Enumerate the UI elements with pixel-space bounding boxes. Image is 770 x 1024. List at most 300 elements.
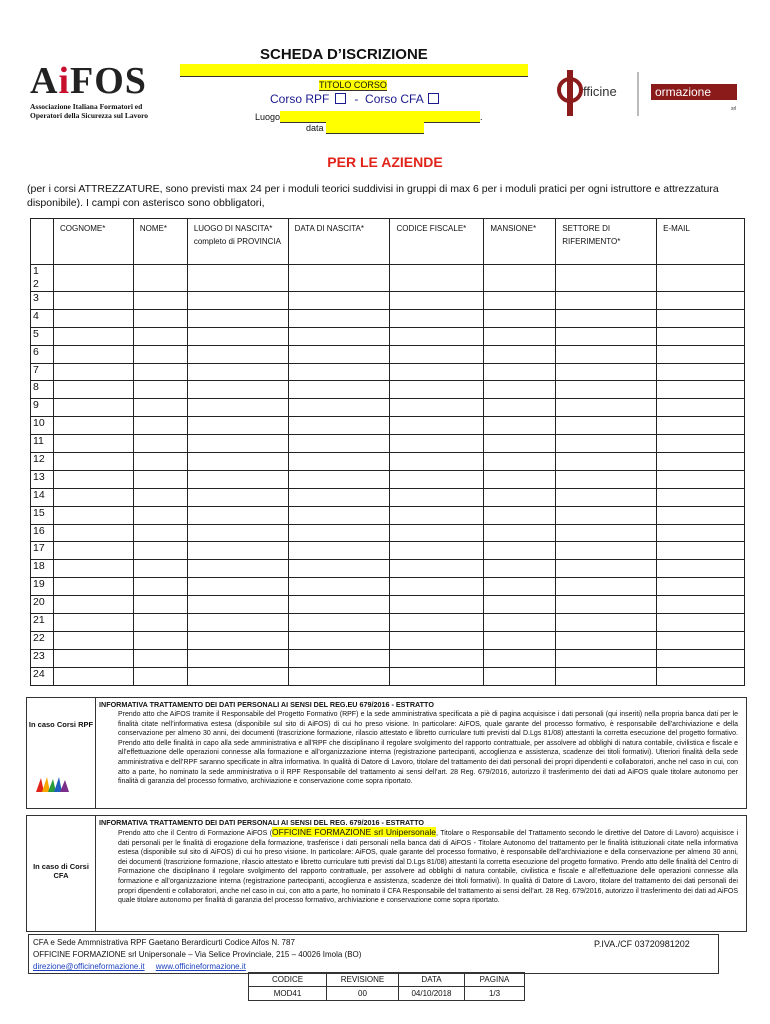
row-number: 22	[31, 631, 54, 649]
table-cell[interactable]	[556, 309, 657, 327]
corso-type-selector	[270, 92, 441, 106]
header-email: E-MAIL	[657, 219, 745, 265]
table-row	[31, 345, 745, 363]
privacy-rpf-text: Prendo atto che AiFOS tramite il Responsabile del Progetto Formativo (RPF) e la sede amministrativa specificata a piè di pagina acquisisce i dati personali (qui inseriti) nella propria banca dati per le finalità citate nell’informativa estesa (disponibile sul sito di AiFOS) di cui ho preso visione. In particolare: AiFOS, quale garante del processo formativo, è responsabile dell’archiviazione e della conservazione per almeno 30 anni, dei documenti (trascrizione formazione, rilascio attestato e libretto curriculare tutti previsti dal D.Lgs 81/08) attestanti la corretta esecuzione del progetto formativo. Prendo atto delle finalità in capo alla sede amministrativa e all’RPF che disciplinano il regolare svolgimento del rapporto contrattuale, per assolvere ad obblighi di natura contabile, civilistica e fiscale e all’effettuazione delle operazioni connesse alla formazione e all’organizzazione interna (registrazione partecipanti, accoglienza e assistenza, scadenze dei titoli formativi). Ulteriori finalità della sede amministrativa e dell’RPF saranno specificate in altra informativa. In qualità di Datore di Lavoro, titolare del trattamento dei dati personali dei propri dipendenti e collaboratori, anche nel caso in cui, con atto a parte, ho nominato la sede amministrativa o il RPF Responsabile del trattamento ai sensi dell’art. 28 Reg. 679/2016, autorizzo il trasferimento dei dati ad AiFOS quale titolare autonomo per finalità di garanzia del processo formativo, archiviazione e conservazione come sopra riportato.	[118, 711, 738, 786]
table-cell[interactable]	[53, 381, 133, 399]
table-cell[interactable]	[288, 506, 390, 524]
row-number: 21	[31, 614, 54, 632]
table-cell[interactable]	[133, 470, 187, 488]
titolo-corso-label-text: TITOLO CORSO	[319, 80, 387, 90]
table-cell[interactable]	[484, 560, 556, 578]
table-cell[interactable]	[133, 435, 187, 453]
table-cell[interactable]	[187, 345, 288, 363]
table-cell[interactable]	[288, 399, 390, 417]
table-cell[interactable]	[556, 345, 657, 363]
table-cell[interactable]	[53, 649, 133, 667]
header-codice-fiscale: CODICE FISCALE*	[390, 219, 484, 265]
table-cell[interactable]	[288, 470, 390, 488]
table-cell[interactable]	[390, 667, 484, 685]
table-cell[interactable]	[133, 596, 187, 614]
table-row	[31, 524, 745, 542]
table-header-row	[31, 219, 745, 265]
table-cell[interactable]	[556, 381, 657, 399]
table-cell[interactable]	[556, 560, 657, 578]
row-number: 17	[31, 542, 54, 560]
privacy-cfa-text-before: Prendo atto che il Centro di Formazione AiFOS (	[118, 830, 273, 837]
table-cell[interactable]	[187, 363, 288, 381]
code-header-revisione: REVISIONE	[327, 973, 399, 987]
page-title: SCHEDA D’ISCRIZIONE	[260, 46, 428, 63]
table-cell[interactable]	[133, 453, 187, 471]
table-row	[31, 381, 745, 399]
table-cell[interactable]	[556, 596, 657, 614]
table-cell[interactable]	[390, 417, 484, 435]
table-cell[interactable]	[484, 292, 556, 310]
row-number: 10	[31, 417, 54, 435]
code-header-codice: CODICE	[249, 973, 327, 987]
table-row	[31, 542, 745, 560]
table-cell[interactable]	[288, 578, 390, 596]
table-cell[interactable]	[556, 470, 657, 488]
table-cell[interactable]	[53, 265, 133, 292]
table-cell[interactable]	[133, 417, 187, 435]
table-cell[interactable]	[133, 667, 187, 685]
header-mansione: MANSIONE*	[484, 219, 556, 265]
table-cell[interactable]	[288, 417, 390, 435]
table-cell[interactable]	[556, 667, 657, 685]
table-cell[interactable]	[657, 542, 745, 560]
officine-formazione-logo	[555, 70, 745, 118]
table-cell[interactable]	[484, 363, 556, 381]
table-row	[31, 649, 745, 667]
aifos-subtitle-line2: Operatori della Sicurezza sul Lavoro	[30, 111, 149, 120]
aifos-wordmark-a: A	[30, 60, 59, 102]
row-number: 3	[31, 292, 54, 310]
table-row	[31, 488, 745, 506]
aifos-subtitle	[30, 102, 158, 120]
table-cell[interactable]	[390, 560, 484, 578]
participants-table	[30, 218, 745, 686]
footer-line1: CFA e Sede Ammnistrativa RPF Gaetano Berardicurti Codice Aifos N. 787	[33, 938, 295, 947]
row-number: 14	[31, 488, 54, 506]
table-cell[interactable]	[53, 578, 133, 596]
table-cell[interactable]	[484, 542, 556, 560]
table-cell[interactable]	[187, 453, 288, 471]
table-cell[interactable]	[288, 435, 390, 453]
table-cell[interactable]	[288, 614, 390, 632]
table-cell[interactable]	[484, 631, 556, 649]
table-cell[interactable]	[187, 327, 288, 345]
table-cell[interactable]	[53, 488, 133, 506]
table-cell[interactable]	[133, 292, 187, 310]
aifos-wordmark-rest: FOS	[70, 60, 147, 102]
table-cell[interactable]	[53, 417, 133, 435]
privacy-cfa-text	[118, 828, 738, 906]
table-cell[interactable]	[390, 542, 484, 560]
table-cell[interactable]	[657, 614, 745, 632]
table-cell[interactable]	[288, 667, 390, 685]
table-cell[interactable]	[53, 292, 133, 310]
table-cell[interactable]	[133, 399, 187, 417]
table-cell[interactable]	[556, 524, 657, 542]
row-number: 6	[31, 345, 54, 363]
footer-links	[33, 962, 246, 971]
row-number: 23	[31, 649, 54, 667]
header-index	[31, 219, 54, 265]
table-cell[interactable]	[53, 453, 133, 471]
corso-rpf-checkbox[interactable]	[335, 93, 346, 104]
row-number: 1 2	[31, 265, 54, 292]
code-header-pagina: PAGINA	[465, 973, 525, 987]
table-cell[interactable]	[556, 327, 657, 345]
section-title: PER LE AZIENDE	[327, 154, 443, 170]
table-cell[interactable]	[657, 524, 745, 542]
table-row	[31, 417, 745, 435]
table-cell[interactable]	[133, 649, 187, 667]
footer	[28, 934, 719, 974]
table-row	[31, 363, 745, 381]
table-cell[interactable]	[187, 399, 288, 417]
table-row	[31, 453, 745, 471]
table-cell[interactable]	[657, 560, 745, 578]
table-cell[interactable]	[484, 524, 556, 542]
table-cell[interactable]	[657, 381, 745, 399]
table-cell[interactable]	[133, 327, 187, 345]
code-table-header-row	[249, 973, 525, 987]
table-cell[interactable]	[556, 614, 657, 632]
table-row	[31, 399, 745, 417]
document-code-table	[248, 972, 525, 1001]
privacy-rpf-divider	[95, 698, 96, 808]
row-number: 5	[31, 327, 54, 345]
aifos-logo	[30, 62, 158, 120]
table-cell[interactable]	[187, 524, 288, 542]
table-cell[interactable]	[133, 363, 187, 381]
table-row	[31, 265, 745, 292]
table-cell[interactable]	[657, 363, 745, 381]
table-cell[interactable]	[53, 506, 133, 524]
table-cell[interactable]	[484, 265, 556, 292]
table-cell[interactable]	[133, 488, 187, 506]
titolo-corso-label	[319, 80, 387, 90]
table-cell[interactable]	[53, 309, 133, 327]
row-number: 9	[31, 399, 54, 417]
table-cell[interactable]	[53, 596, 133, 614]
table-row	[31, 327, 745, 345]
table-cell[interactable]	[390, 265, 484, 292]
table-cell[interactable]	[53, 363, 133, 381]
table-cell[interactable]	[133, 265, 187, 292]
intro-text: (per i corsi ATTREZZATURE, sono previsti max 24 per i moduli teorici suddivisi in gruppi di max 6 per i moduli pratici per ogni istruttore e attrezzatura disponibile). I campi con asterisco sono obbligatori,	[27, 183, 719, 209]
data-row	[306, 122, 424, 134]
table-cell[interactable]	[288, 649, 390, 667]
data-label: data	[306, 123, 324, 133]
table-cell[interactable]	[53, 560, 133, 578]
footer-email-link[interactable]: direzione@officineformazione.it	[33, 962, 145, 971]
table-cell[interactable]	[484, 614, 556, 632]
table-cell[interactable]	[657, 506, 745, 524]
table-cell[interactable]	[484, 309, 556, 327]
privacy-rpf-side-label: In caso Corsi RPF	[28, 720, 94, 729]
table-cell[interactable]	[133, 631, 187, 649]
table-cell[interactable]	[657, 399, 745, 417]
row-number: 4	[31, 309, 54, 327]
table-row	[31, 506, 745, 524]
table-cell[interactable]	[133, 309, 187, 327]
row-number: 16	[31, 524, 54, 542]
privacy-cfa-divider	[95, 816, 96, 931]
table-cell[interactable]	[484, 667, 556, 685]
table-cell[interactable]	[187, 614, 288, 632]
table-cell[interactable]	[657, 649, 745, 667]
table-cell[interactable]	[484, 399, 556, 417]
table-cell[interactable]	[390, 381, 484, 399]
table-cell[interactable]	[53, 435, 133, 453]
table-cell[interactable]	[484, 417, 556, 435]
table-cell[interactable]	[53, 327, 133, 345]
table-row	[31, 560, 745, 578]
table-cell[interactable]	[187, 470, 288, 488]
privacy-cfa-box	[26, 815, 747, 932]
table-cell[interactable]	[484, 506, 556, 524]
header-data-nascita: DATA DI NASCITA*	[288, 219, 390, 265]
table-row	[31, 292, 745, 310]
table-cell[interactable]	[53, 614, 133, 632]
privacy-cfa-highlight: OFFICINE FORMAZIONE srl Unipersonale	[272, 827, 436, 837]
table-cell[interactable]	[556, 292, 657, 310]
table-cell[interactable]	[657, 417, 745, 435]
table-cell[interactable]	[556, 453, 657, 471]
footer-line2: OFFICINE FORMAZIONE srl Unipersonale – Via Selice Provinciale, 215 – 40026 Imola (BO)	[33, 950, 362, 959]
table-cell[interactable]	[187, 667, 288, 685]
table-cell[interactable]	[53, 470, 133, 488]
data-field[interactable]	[326, 122, 424, 134]
table-cell[interactable]	[133, 560, 187, 578]
table-row	[31, 309, 745, 327]
table-cell[interactable]	[484, 488, 556, 506]
table-cell[interactable]	[133, 381, 187, 399]
table-cell[interactable]	[657, 470, 745, 488]
table-row	[31, 470, 745, 488]
table-cell[interactable]	[187, 488, 288, 506]
table-cell[interactable]	[187, 560, 288, 578]
table-cell[interactable]	[288, 345, 390, 363]
row-number: 18	[31, 560, 54, 578]
table-cell[interactable]	[390, 488, 484, 506]
aifos-subtitle-line1: Associazione Italiana Formatori ed	[30, 102, 143, 111]
table-cell[interactable]	[484, 453, 556, 471]
table-cell[interactable]	[288, 542, 390, 560]
code-value-codice: MOD41	[249, 987, 327, 1001]
privacy-cfa-heading: INFORMATIVA TRATTAMENTO DEI DATI PERSONALI AI SENSI DEL REG. 679/2016 - ESTRATTO	[99, 818, 424, 827]
table-cell[interactable]	[390, 524, 484, 542]
table-cell[interactable]	[187, 649, 288, 667]
table-cell[interactable]	[390, 327, 484, 345]
table-cell[interactable]	[390, 363, 484, 381]
table-cell[interactable]	[556, 506, 657, 524]
table-cell[interactable]	[187, 417, 288, 435]
table-cell[interactable]	[556, 417, 657, 435]
table-cell[interactable]	[484, 327, 556, 345]
table-cell[interactable]	[556, 488, 657, 506]
aifos-wordmark-i: i	[58, 60, 71, 102]
table-cell[interactable]	[133, 578, 187, 596]
table-cell[interactable]	[53, 524, 133, 542]
code-value-pagina: 1/3	[465, 987, 525, 1001]
table-cell[interactable]	[288, 327, 390, 345]
table-cell[interactable]	[133, 524, 187, 542]
table-cell[interactable]	[133, 345, 187, 363]
code-value-revisione: 00	[327, 987, 399, 1001]
table-cell[interactable]	[657, 631, 745, 649]
table-cell[interactable]	[53, 667, 133, 685]
officine-logo-divider	[637, 72, 639, 116]
privacy-rpf-box	[26, 697, 747, 809]
table-cell[interactable]	[657, 596, 745, 614]
table-cell[interactable]	[288, 381, 390, 399]
table-cell[interactable]	[187, 631, 288, 649]
officine-logo-srl: srl	[731, 106, 737, 112]
table-cell[interactable]	[657, 453, 745, 471]
table-cell[interactable]	[53, 399, 133, 417]
table-cell[interactable]	[556, 631, 657, 649]
row-number: 19	[31, 578, 54, 596]
table-cell[interactable]	[390, 292, 484, 310]
table-cell[interactable]	[187, 435, 288, 453]
table-cell[interactable]	[187, 578, 288, 596]
table-cell[interactable]	[657, 578, 745, 596]
table-cell[interactable]	[288, 453, 390, 471]
table-cell[interactable]	[288, 631, 390, 649]
luogo-end: .	[480, 112, 483, 122]
table-cell[interactable]	[556, 265, 657, 292]
table-cell[interactable]	[390, 435, 484, 453]
table-cell[interactable]	[53, 542, 133, 560]
table-cell[interactable]	[484, 649, 556, 667]
titolo-corso-field[interactable]	[180, 64, 528, 77]
table-cell[interactable]	[53, 631, 133, 649]
privacy-cfa-side-label: In caso di Corsi CFA	[33, 862, 89, 880]
table-cell[interactable]	[484, 435, 556, 453]
table-cell[interactable]	[657, 292, 745, 310]
luogo-label: Luogo	[255, 112, 281, 122]
table-row	[31, 435, 745, 453]
table-cell[interactable]	[187, 596, 288, 614]
corso-rpf-label: Corso RPF	[270, 92, 330, 106]
table-cell[interactable]	[484, 470, 556, 488]
table-cell[interactable]	[390, 399, 484, 417]
table-cell[interactable]	[53, 345, 133, 363]
table-cell[interactable]	[288, 488, 390, 506]
table-cell[interactable]	[133, 542, 187, 560]
code-header-data: DATA	[399, 973, 465, 987]
privacy-cfa-text-after: , Titolare o Responsabile del Trattamento secondo le direttive del Datore di Lavoro) acquisisce i dati personali per le finalità di erogazione della formazione, trasferisce i dati personali nella banca dati di AiFOS - Titolare Autonomo del trattamento per le finalità istituzionali citate nella informativa estesa (disponibile sul sito di AiFOS) di cui ho preso visione. In particolare: AiFOS, quale garante del processo formativo, è responsabile dell’archiviazione e della conservazione per almeno 30 anni, dei documenti (trascrizione formazione, rilascio attestato e libretto curriculare tutti previsti dal D.Lgs 81/08) attestanti la corretta esecuzione del progetto formativo. Prendo atto delle finalità del Centro di Formazione che disciplinano il regolare svolgimento del rapporto contrattuale, per assolvere ad obblighi di natura contabile, civilistica e fiscale e all’effettuazione delle operazioni connesse alla formazione e all’organizzazione interna (registrazione partecipanti, accoglienza e assistenza, scadenze dei titoli formativi). In qualità di Datore di Lavoro, titolare del trattamento dei dati personali dei propri dipendenti e collaboratori, anche nel caso in cui, con atto a parte, ho nominato il CFA Responsabile del trattamento ai sensi dell’art. 28 Reg. 679/2016, autorizzo il trasferimento dei dati ad AiFOS quale titolare autonomo per finalità di garanzia del processo formativo, archiviazione e conservazione come sopra riportato.	[118, 830, 738, 905]
row-number: 7	[31, 363, 54, 381]
header-luogo-nascita: LUOGO DI NASCITA* completo di PROVINCIA	[187, 219, 288, 265]
table-cell[interactable]	[556, 649, 657, 667]
table-cell[interactable]	[556, 542, 657, 560]
table-cell[interactable]	[288, 265, 390, 292]
table-cell[interactable]	[288, 596, 390, 614]
table-cell[interactable]	[187, 292, 288, 310]
table-row	[31, 667, 745, 685]
table-cell[interactable]	[187, 309, 288, 327]
aifos-wordmark	[30, 62, 158, 100]
corso-cfa-label: Corso CFA	[365, 92, 424, 106]
table-cell[interactable]	[390, 649, 484, 667]
table-cell[interactable]	[390, 453, 484, 471]
table-cell[interactable]	[187, 265, 288, 292]
header-settore: SETTORE DI RIFERIMENTO*	[556, 219, 657, 265]
officine-logo-text1: fficine	[583, 84, 617, 99]
table-cell[interactable]	[390, 470, 484, 488]
table-cell[interactable]	[390, 578, 484, 596]
table-cell[interactable]	[657, 309, 745, 327]
table-cell[interactable]	[390, 614, 484, 632]
table-cell[interactable]	[556, 435, 657, 453]
row-number: 20	[31, 596, 54, 614]
code-table-value-row	[249, 987, 525, 1001]
table-cell[interactable]	[390, 596, 484, 614]
table-cell[interactable]	[187, 381, 288, 399]
table-cell[interactable]	[288, 363, 390, 381]
table-cell[interactable]	[484, 381, 556, 399]
officine-logo-text2: ormazione	[655, 85, 712, 99]
table-cell[interactable]	[556, 363, 657, 381]
table-row	[31, 596, 745, 614]
table-row	[31, 578, 745, 596]
table-cell[interactable]	[657, 667, 745, 685]
table-cell[interactable]	[556, 578, 657, 596]
row-number: 15	[31, 506, 54, 524]
table-cell[interactable]	[657, 327, 745, 345]
colorful-figures-icon	[35, 774, 71, 794]
row-number: 11	[31, 435, 54, 453]
footer-website-link[interactable]: www.officineformazione.it	[155, 962, 246, 971]
row-number: 13	[31, 470, 54, 488]
footer-piva: P.IVA./CF 03720981202	[594, 939, 690, 949]
table-cell[interactable]	[484, 345, 556, 363]
table-cell[interactable]	[288, 292, 390, 310]
table-cell[interactable]	[657, 345, 745, 363]
header-nome: NOME*	[133, 219, 187, 265]
table-cell[interactable]	[657, 488, 745, 506]
corso-separator: -	[354, 92, 359, 106]
table-cell[interactable]	[133, 506, 187, 524]
table-row	[31, 614, 745, 632]
table-cell[interactable]	[390, 506, 484, 524]
table-cell[interactable]	[484, 596, 556, 614]
table-cell[interactable]	[187, 542, 288, 560]
officine-logo-bar	[567, 70, 573, 116]
row-number: 24	[31, 667, 54, 685]
row-number: 8	[31, 381, 54, 399]
table-cell[interactable]	[484, 578, 556, 596]
table-cell[interactable]	[657, 435, 745, 453]
table-cell[interactable]	[556, 399, 657, 417]
table-cell[interactable]	[133, 614, 187, 632]
table-cell[interactable]	[657, 265, 745, 292]
table-cell[interactable]	[187, 506, 288, 524]
corso-cfa-checkbox[interactable]	[428, 93, 439, 104]
header-cognome: COGNOME*	[53, 219, 133, 265]
table-cell[interactable]	[288, 309, 390, 327]
table-cell[interactable]	[390, 345, 484, 363]
table-cell[interactable]	[390, 309, 484, 327]
table-cell[interactable]	[288, 560, 390, 578]
table-cell[interactable]	[390, 631, 484, 649]
table-cell[interactable]	[288, 524, 390, 542]
